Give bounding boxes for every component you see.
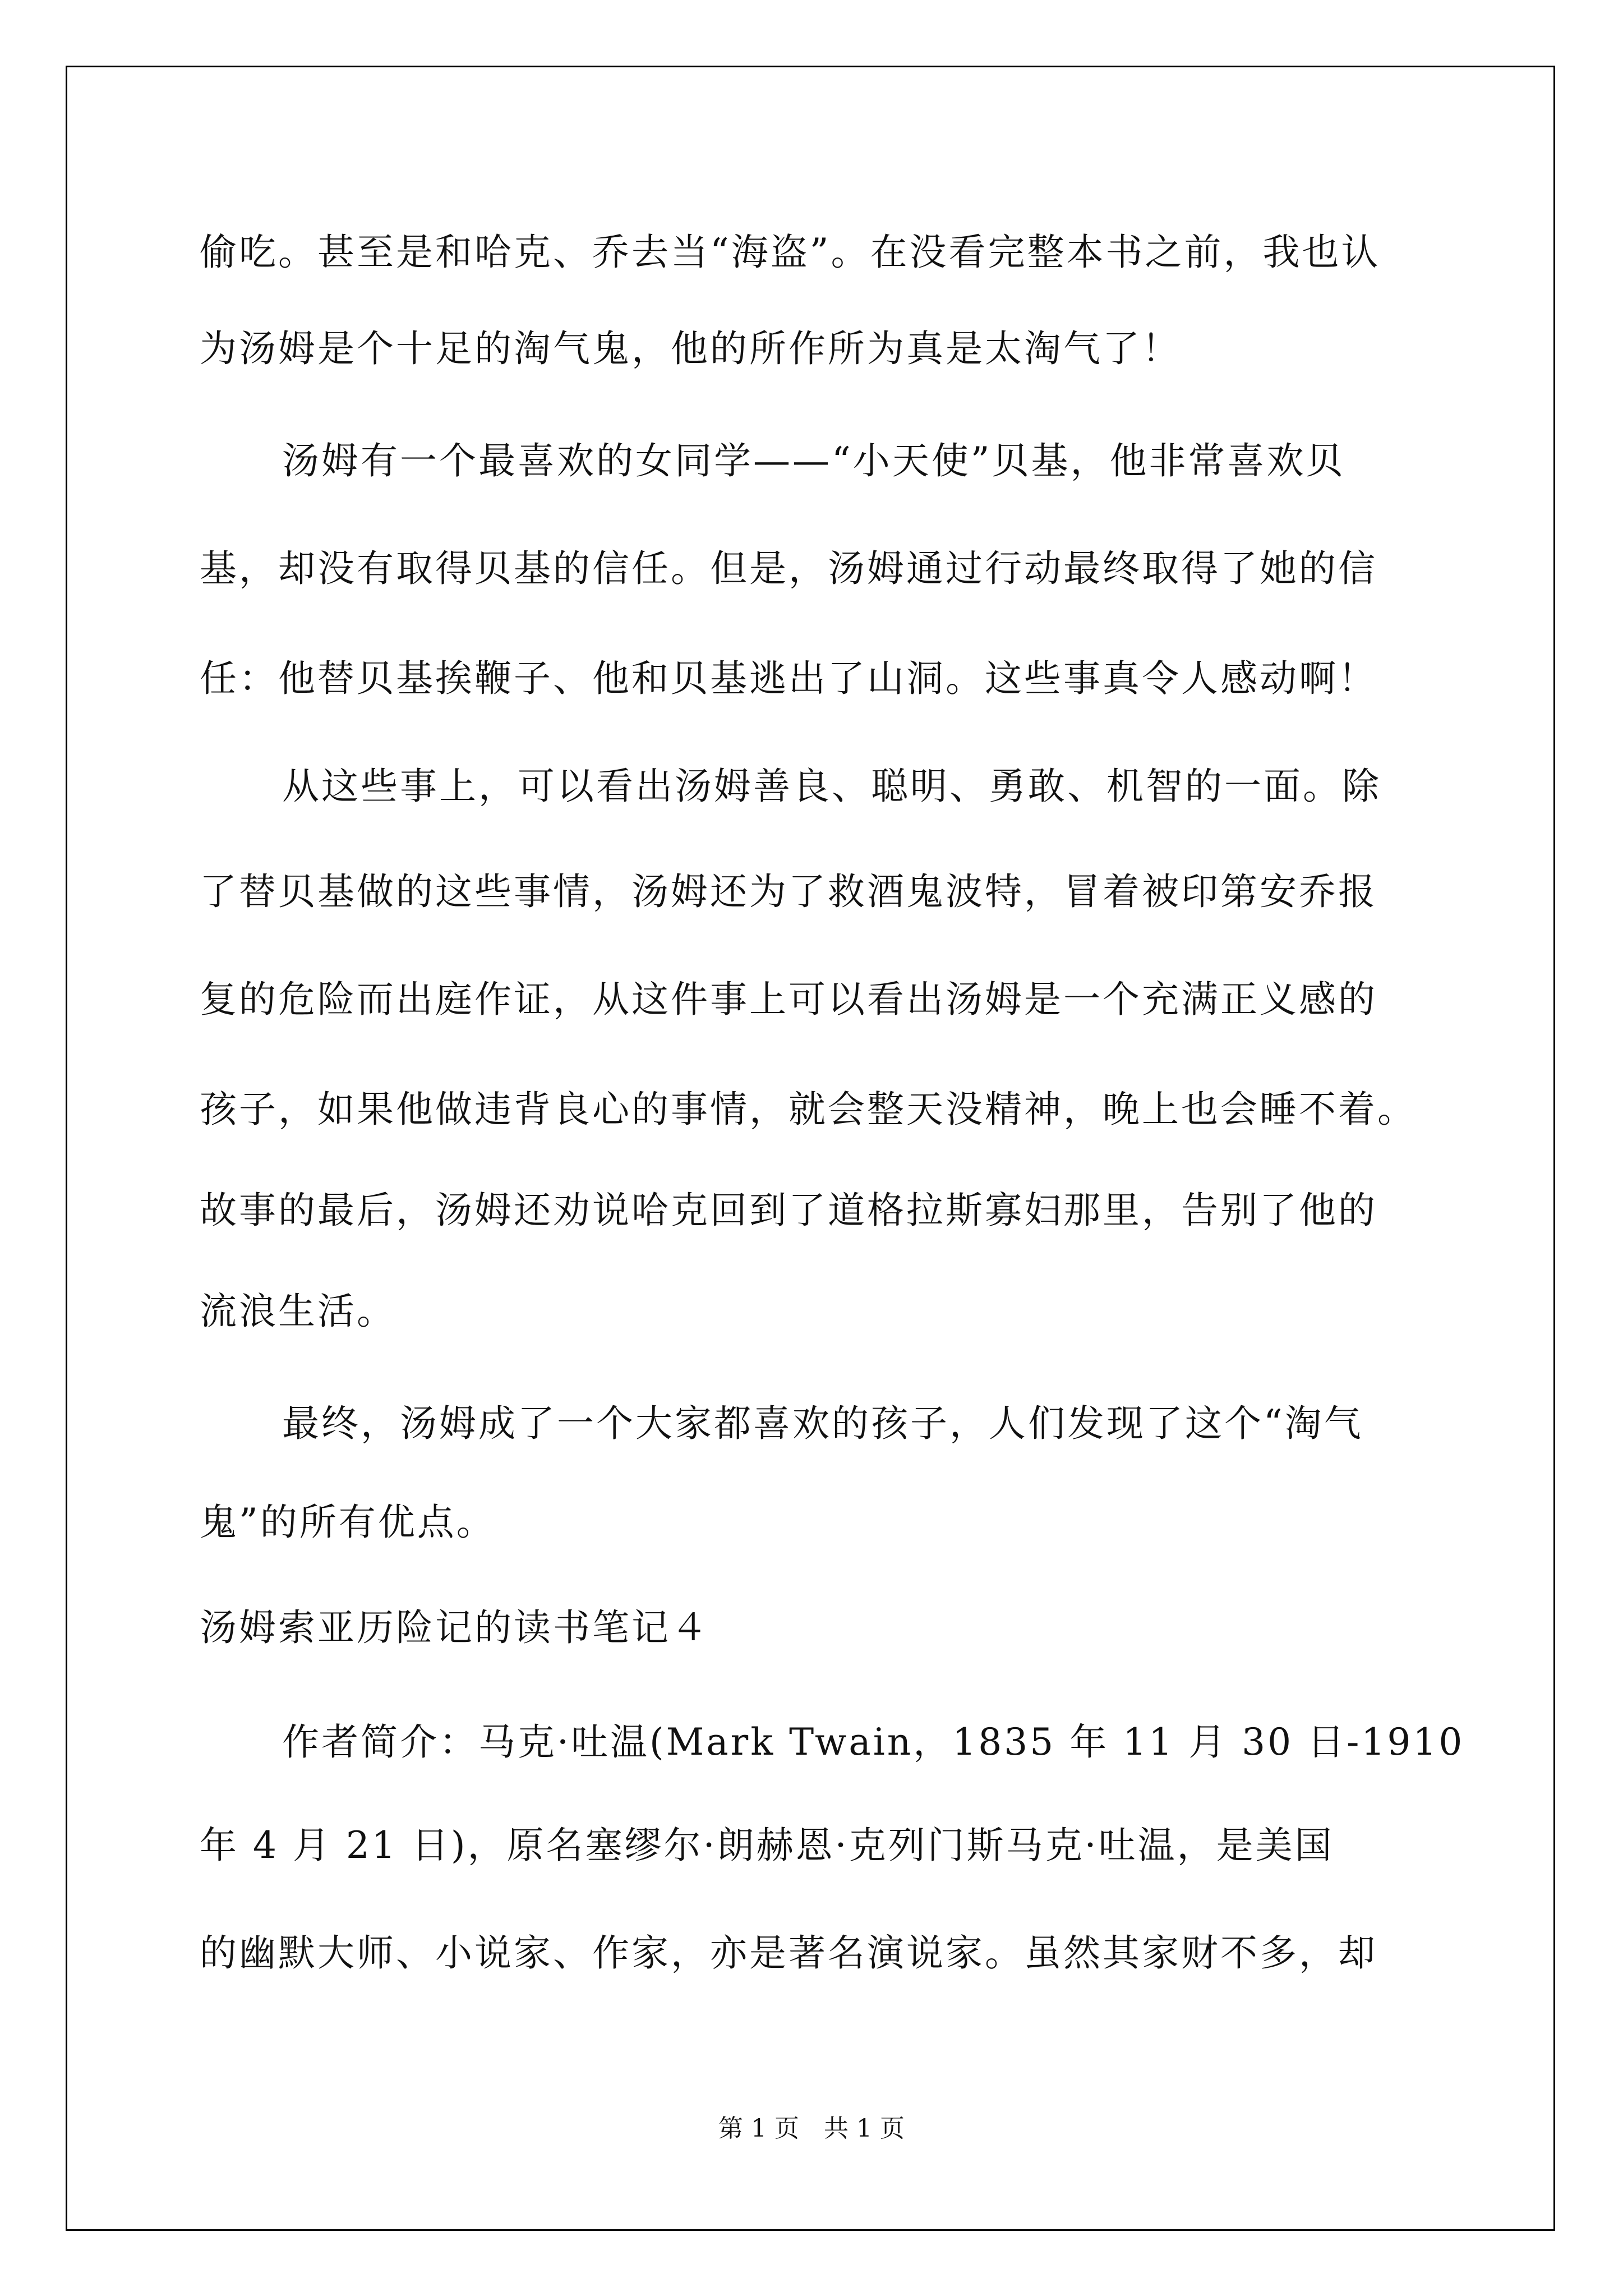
- body-line: 流浪生活。: [200, 1290, 396, 1333]
- body-line: 为汤姆是个十足的淘气鬼，他的所作所为真是太淘气了！: [200, 327, 1181, 370]
- body-line: 基，却没有取得贝基的信任。但是，汤姆通过行动最终取得了她的信: [200, 547, 1377, 590]
- body-line: 了替贝基做的这些事情，汤姆还为了救酒鬼波特，冒着被印第安乔报: [200, 870, 1377, 913]
- body-line: 的幽默大师、小说家、作家，亦是著名演说家。虽然其家财不多，却: [200, 1931, 1377, 1975]
- page-footer: 第 1 页 共 1 页: [718, 2114, 905, 2143]
- body-line: 复的危险而出庭作证，从这件事上可以看出汤姆是一个充满正义感的: [200, 978, 1377, 1021]
- body-line: 孩子，如果他做违背良心的事情，就会整天没精神，晚上也会睡不着。: [200, 1088, 1417, 1131]
- body-line: 鬼”的所有优点。: [200, 1501, 496, 1544]
- body-line: 偷吃。甚至是和哈克、乔去当“海盗”。在没看完整本书之前，我也认: [200, 231, 1381, 274]
- body-line: 任：他替贝基挨鞭子、他和贝基逃出了山洞。这些事真令人感动啊！: [200, 657, 1377, 700]
- body-line: 最终，汤姆成了一个大家都喜欢的孩子，人们发现了这个“淘气: [282, 1402, 1363, 1445]
- body-line: 作者简介：马克·吐温(Mark Twain，1835 年 11 月 30 日-1910: [282, 1720, 1465, 1764]
- body-line: 汤姆有一个最喜欢的女同学——“小天使”贝基，他非常喜欢贝: [282, 439, 1345, 482]
- body-line: 故事的最后，汤姆还劝说哈克回到了道格拉斯寡妇那里，告别了他的: [200, 1189, 1377, 1232]
- body-line: 从这些事上，可以看出汤姆善良、聪明、勇敢、机智的一面。除: [282, 765, 1381, 808]
- body-line: 年 4 月 21 日)，原名塞缪尔·朗赫恩·克列门斯马克·吐温，是美国: [200, 1824, 1334, 1867]
- section-heading: 汤姆索亚历险记的读书笔记４: [200, 1606, 710, 1649]
- page-frame: [66, 66, 1555, 2231]
